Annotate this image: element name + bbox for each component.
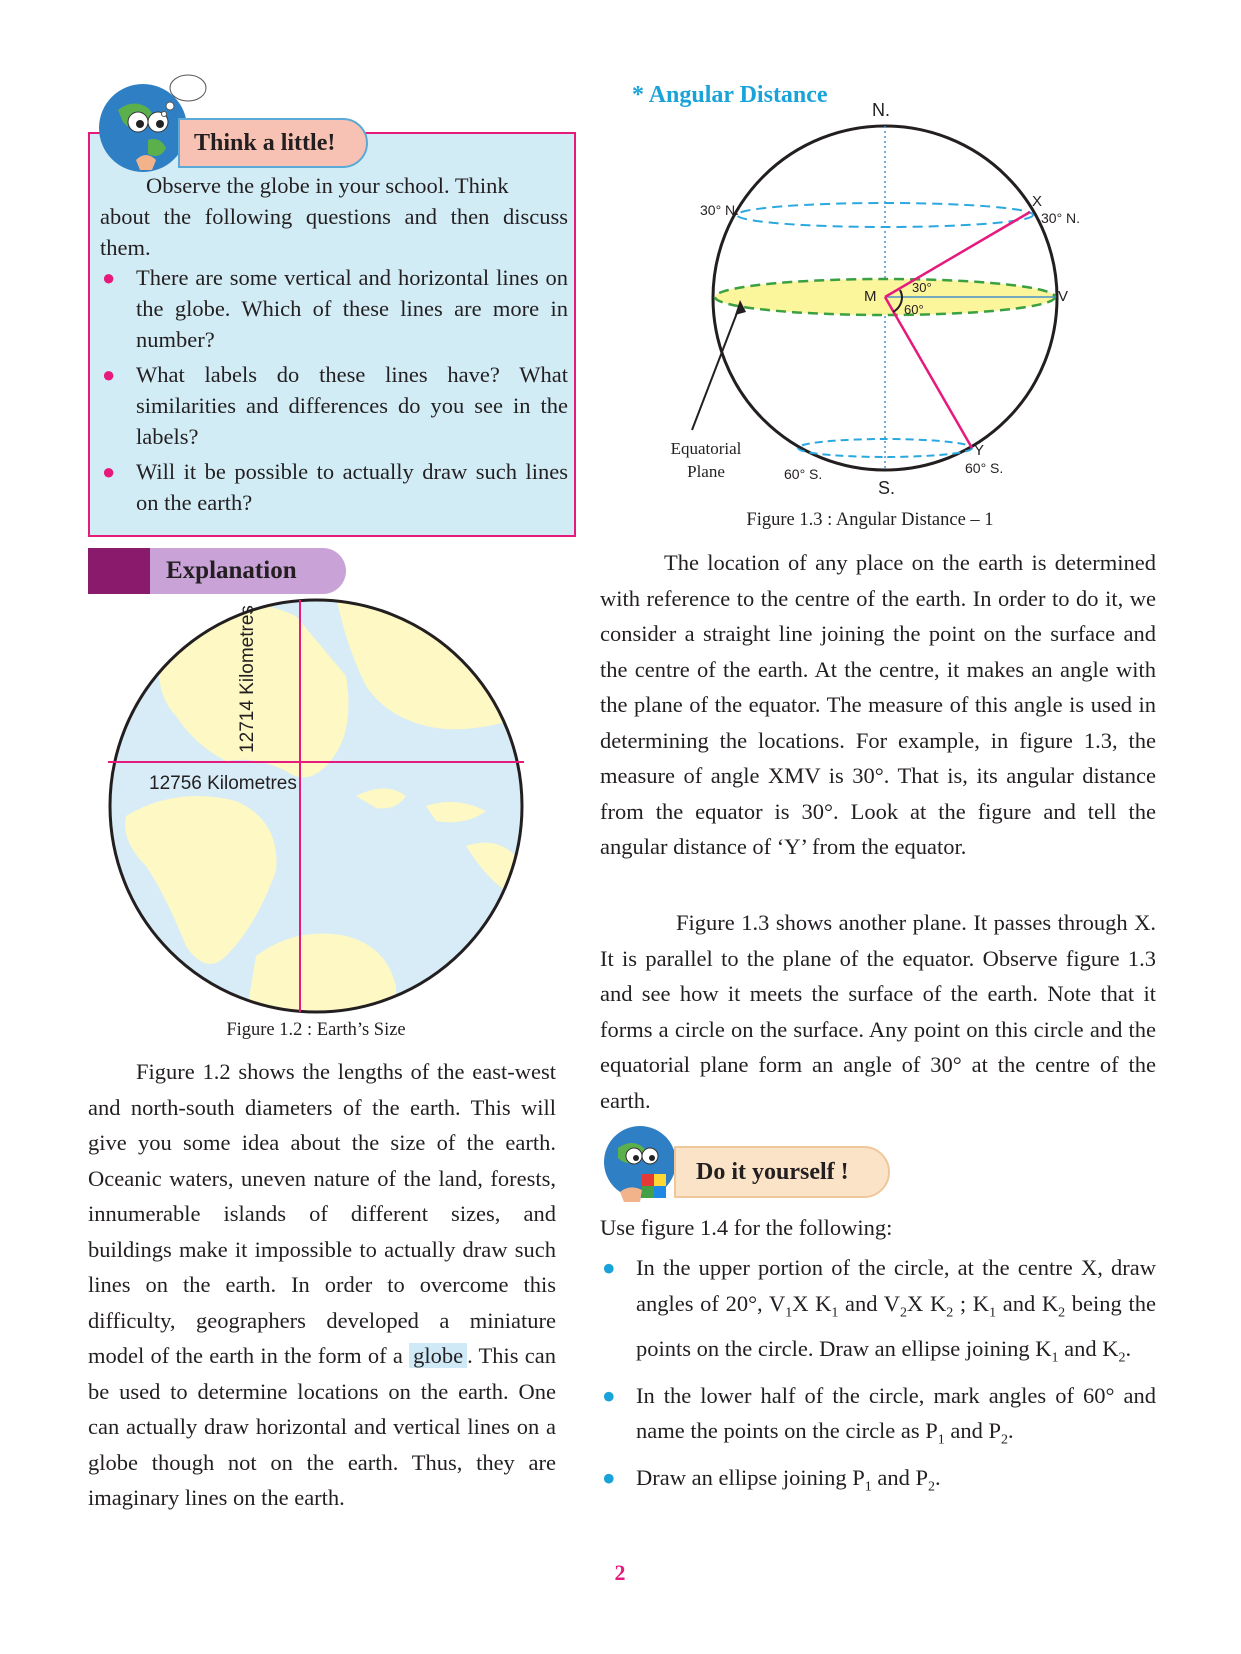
think-intro: [100, 170, 568, 263]
label-30n-left: 30° N.: [700, 202, 740, 218]
left-paragraph-text-a: Figure 1.2 shows the lengths of the east-west and north-south diameters of the earth. This will give you some idea about the size of the earth. Oceanic waters, uneven nature of the land, forests, innumerable islands of different sizes, and buildings make it impossible to actually draw such lines on the earth. In order to overcome this difficulty, geographers developed a miniature model of the earth in the form of a: [88, 1059, 556, 1368]
label-60-degrees: 60°: [904, 302, 924, 317]
think-bullet: ● What labels do these lines have? What similarities and differences do you see in the labels?: [102, 362, 568, 449]
label-60s-left: 60° S.: [784, 466, 823, 482]
right-paragraph-2: Figure 1.3 shows another plane. It passes through X. It is parallel to the plane of the equator. Observe figure 1.3 and see how it meets the surface of the earth. Note that it forms a circle on the surface. Any point on this circle and the equatorial plane form an angle of 30° at the centre of the earth.: [600, 910, 1156, 1113]
do-it-b1-sub: 1: [1051, 1350, 1059, 1365]
earth-horizontal-diameter-label: 12756 Kilometres: [149, 773, 297, 794]
earth-vertical-diameter-label: 12714 Kilometres: [237, 605, 258, 753]
do-it-b1-sub: 2: [946, 1305, 954, 1320]
heading-star-icon: *: [632, 82, 644, 108]
think-a-little-title: Think a little!: [178, 118, 368, 168]
do-it-b1-sub: 2: [900, 1305, 908, 1320]
label-y: Y: [974, 442, 985, 459]
do-it-b1-sub: 1: [785, 1305, 793, 1320]
do-it-bullet-3-text-c: .: [934, 1465, 941, 1490]
do-it-b1-sub: 2: [1118, 1350, 1126, 1365]
do-it-b3-sub: 1: [864, 1479, 872, 1495]
do-it-bullet-1-text-c: and V: [838, 1290, 901, 1316]
label-south: S.: [878, 478, 896, 498]
page-number: 2: [614, 1560, 626, 1585]
think-intro-line-1: Observe the globe in your school. Think: [146, 173, 509, 198]
label-x: X: [1032, 193, 1043, 210]
do-it-yourself-title: Do it yourself !: [674, 1146, 890, 1198]
label-30n-right: 30° N.: [1041, 210, 1081, 226]
do-it-bullet-1-text-b: X K: [792, 1290, 832, 1316]
explanation-title: Explanation: [150, 548, 346, 594]
do-it-list: [600, 1250, 1156, 1505]
think-bullet: ● Will it be possible to actually draw such lines on the earth?: [102, 459, 568, 515]
figure-1-2-caption: Figure 1.2 : Earth’s Size: [226, 1020, 406, 1040]
do-it-bullet-1-text-e: ; K: [953, 1290, 990, 1316]
do-it-bullet-2-text-c: .: [1008, 1418, 1014, 1443]
do-it-bullet-2-text-a: In the lower half of the circle, mark angles of 60° and name the points on the circle as P: [636, 1382, 1156, 1443]
do-it-bullet-1-text-g: being the points on the circle. Draw an ellipse joining K: [636, 1290, 1156, 1361]
label-north: N.: [872, 100, 890, 120]
do-it-bullet: ● In the upper portion of the circle, at the centre X, draw angles of 20°, $V_1X$ $K_1$ and $V_2X$ $K_2$ ; $K_1$ and $K_2$ being the points on the circle. Draw an ellipse joining $K_1$ and $K_2$.: [602, 1255, 1156, 1365]
label-60s-right: 60° S.: [965, 460, 1004, 476]
explanation-bar: [88, 548, 150, 594]
do-it-b1-sub: 2: [1058, 1305, 1066, 1320]
do-it-bullet-3-text-b: and P: [871, 1465, 928, 1490]
do-it-bullet-2-text-b: and P: [944, 1418, 1002, 1443]
label-30-degrees: 30°: [912, 280, 932, 295]
label-equatorial: Equatorial: [670, 439, 742, 458]
do-it-bullet-1-text-h: and K: [1058, 1335, 1119, 1361]
think-bullet-text: Will it be possible to actually draw such lines on the earth?: [136, 459, 568, 515]
label-v: V: [1058, 288, 1069, 305]
think-bullet-text: There are some vertical and horizontal lines on the globe. Which of these lines are more in number?: [136, 265, 568, 352]
right-paragraph-1: The location of any place on the earth is determined with reference to the centre of the earth. In order to do it, we consider a straight line joining the point on the surface and the centre of the earth. At the centre, it makes an angle with the plane of the equator. The measure of this angle is used in determining the locations. For example, in figure 1.3, the measure of angle XMV is 30°. That is, its angular distance from the equator is 30°. Look at the figure and tell the angular distance of ‘Y’ from the equator.: [600, 550, 1156, 859]
do-it-bullet-1-text-i: .: [1125, 1335, 1132, 1361]
do-it-b1-sub: 1: [989, 1305, 997, 1320]
globe-highlight: globe: [409, 1343, 467, 1368]
do-it-b3-sub: 2: [927, 1479, 935, 1495]
earth-size-figure: [106, 596, 526, 1016]
label-m: M: [864, 288, 877, 305]
think-bullet: ● There are some vertical and horizontal lines on the globe. Which of these lines are more in number?: [102, 265, 568, 352]
do-it-bullet: ● Draw an ellipse joining $P_1$ and $P_2$.: [602, 1465, 941, 1495]
do-it-intro: Use figure 1.4 for the following:: [600, 1215, 893, 1240]
angular-distance-title: Angular Distance: [648, 82, 828, 108]
label-plane: Plane: [687, 462, 725, 481]
think-intro-rest: about the following questions and then discuss them.: [100, 204, 568, 260]
do-it-bullet-1-text-f: and K: [996, 1290, 1059, 1316]
do-it-b2-sub: 2: [1001, 1432, 1009, 1448]
think-bullets: [100, 262, 568, 518]
figure-1-3-caption: Figure 1.3 : Angular Distance – 1: [746, 510, 994, 530]
do-it-bullet: ● In the lower half of the circle, mark angles of 60° and name the points on the circle as $P_1$ and $P_2$.: [602, 1382, 1156, 1448]
left-paragraph: [88, 1054, 556, 1516]
do-it-bullet-1-text-d: X K: [907, 1290, 947, 1316]
do-it-b1-sub: 1: [831, 1305, 839, 1320]
do-it-bullet-3-text-a: Draw an ellipse joining P: [636, 1465, 865, 1490]
left-paragraph-text-b: . This can be used to determine locations on the earth. One can actually draw horizontal and vertical lines on a globe though not on the earth. Thus, they are imaginary lines on the earth.: [88, 1343, 556, 1510]
label-equatorial-plane: [662, 437, 750, 483]
think-bullet-text: What labels do these lines have? What similarities and differences do you see in the labels?: [136, 362, 568, 449]
do-it-b2-sub: 1: [937, 1432, 945, 1448]
do-it-bullet-1-text-a: In the upper portion of the circle, at the centre X, draw angles of 20°, V: [636, 1255, 1156, 1316]
